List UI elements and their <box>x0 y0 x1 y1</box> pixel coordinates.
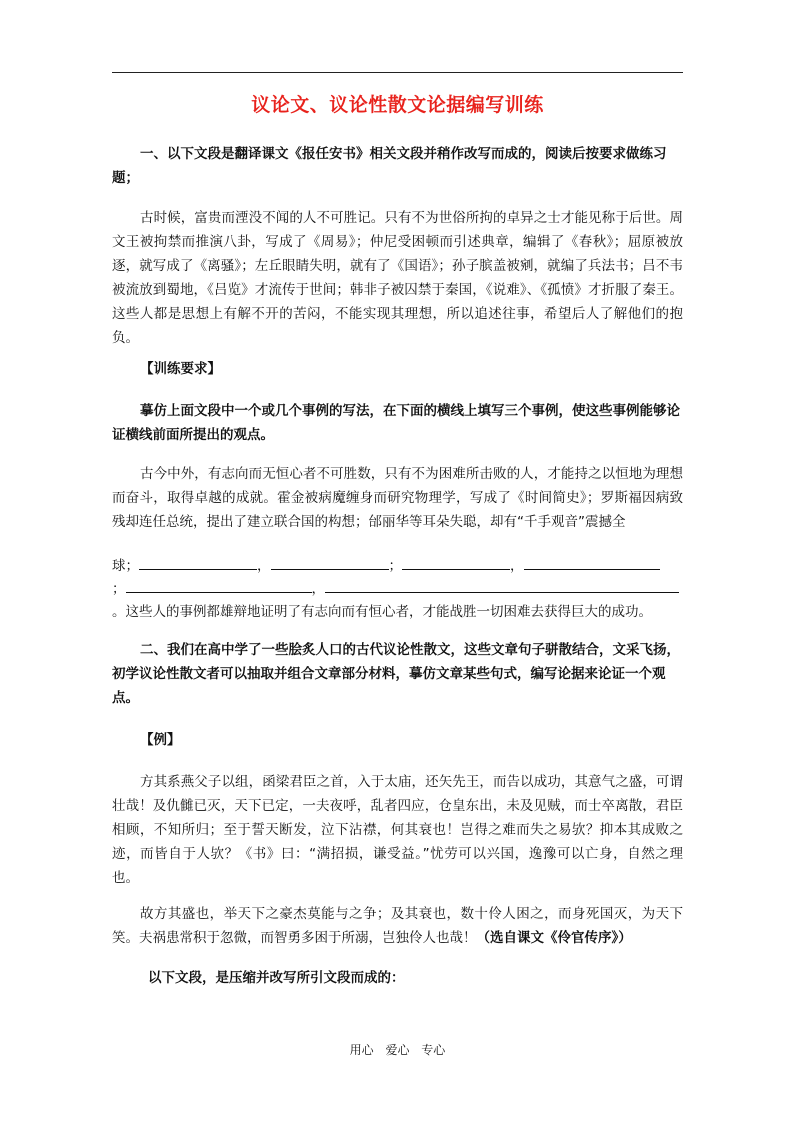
example-label: 【例】 <box>140 732 181 748</box>
comma-3: ， <box>311 581 325 597</box>
semicolon-1: ； <box>388 558 402 574</box>
comma-1: ， <box>257 558 271 574</box>
training-conclusion: 。这些人的事例都雄辩地证明了有志向而有恒心者，才能战胜一切困难去获得巨大的成功。 <box>112 604 652 620</box>
blank-5[interactable] <box>126 578 312 593</box>
line2-start: ； <box>112 581 126 597</box>
training-passage: 古今中外，有志向而无恒心者不可胜数，只有不为困难所击败的人，才能持之以恒地为理想而奋斗，取得卓越的成就。霍金被病魔缠身而研究物理学，写成了《时间简史》；罗斯福因病致残却连任总统，提出了建立联合国的构想；邰丽华等耳朵失聪，却有“千手观音”震撼全 <box>112 466 683 530</box>
blank-2[interactable] <box>271 555 389 570</box>
blank-6[interactable] <box>325 578 679 593</box>
fill-line-1 <box>112 555 683 577</box>
blank-1[interactable] <box>139 555 257 570</box>
blank-3[interactable] <box>402 555 510 570</box>
example-passage-1: 方其系燕父子以组，函梁君臣之首，入于太庙，还矢先王，而告以成功，其意气之盛，可谓壮哉！及仇雠已灭，天下已定，一夫夜呼，乱者四应，仓皇东出，未及见贼，而士卒离散，君臣相顾，不知所归；至于誓天断发，泣下沾襟，何其衰也！岂得之难而失之易欤？抑本其成败之迹，而皆自于人欤？《书》曰：“满招损，谦受益。”忧劳可以兴国，逸豫可以亡身，自然之理也。 <box>112 774 683 886</box>
line1-start: 球； <box>112 558 139 574</box>
training-label: 【训练要求】 <box>140 361 221 377</box>
page-footer: 用心 爱心 专心 <box>349 1043 446 1057</box>
example-source: （选自课文《伶官传序》） <box>476 930 632 946</box>
page-title: 议论文、议论性散文论据编写训练 <box>251 94 544 116</box>
comma-2: ， <box>510 558 524 574</box>
blank-4[interactable] <box>524 555 660 570</box>
section1-heading: 一、以下文段是翻译课文《报任安书》相关文段并稍作改写而成的，阅读后按要求做练习题； <box>112 146 667 186</box>
training-requirement: 摹仿上面文段中一个或几个事例的写法，在下面的横线上填写三个事例，使这些事例能够论证横线前面所提出的观点。 <box>112 403 680 443</box>
compression-note: 以下文段，是压缩并改写所引文段而成的： <box>148 970 405 986</box>
top-rule <box>112 72 683 73</box>
example-passage-2-text: 故方其盛也，举天下之豪杰莫能与之争；及其衰也，数十伶人困之，而身死国灭，为天下笑。夫祸患常积于忽微，而智勇多困于所溺，岂独伶人也哉！ <box>112 906 683 946</box>
fill-line-2 <box>112 578 683 600</box>
example-passage-2 <box>112 902 683 950</box>
section1-passage: 古时候，富贵而湮没不闻的人不可胜记。只有不为世俗所拘的卓异之士才能见称于后世。周文王被拘禁而推演八卦，写成了《周易》；仲尼受困顿而引述典章，编辑了《春秋》；屈原被放逐，就写成了《离骚》；左丘眼睛失明，就有了《国语》；孙子膑盖被剜，就编了兵法书；吕不韦被流放到蜀地，《吕览》才流传于世间；韩非子被囚禁于秦国，《说难》、《孤愤》才折服了秦王。这些人都是思想上有解不开的苦闷，不能实现其理想，所以追述往事，希望后人了解他们的抱负。 <box>112 210 683 346</box>
section2-heading: 二、我们在高中学了一些脍炙人口的古代议论性散文，这些文章句子骈散结合，文采飞扬，初学议论性散文者可以抽取并组合文章部分材料，摹仿文章某些句式，编写论据来论证一个观点。 <box>112 642 680 706</box>
